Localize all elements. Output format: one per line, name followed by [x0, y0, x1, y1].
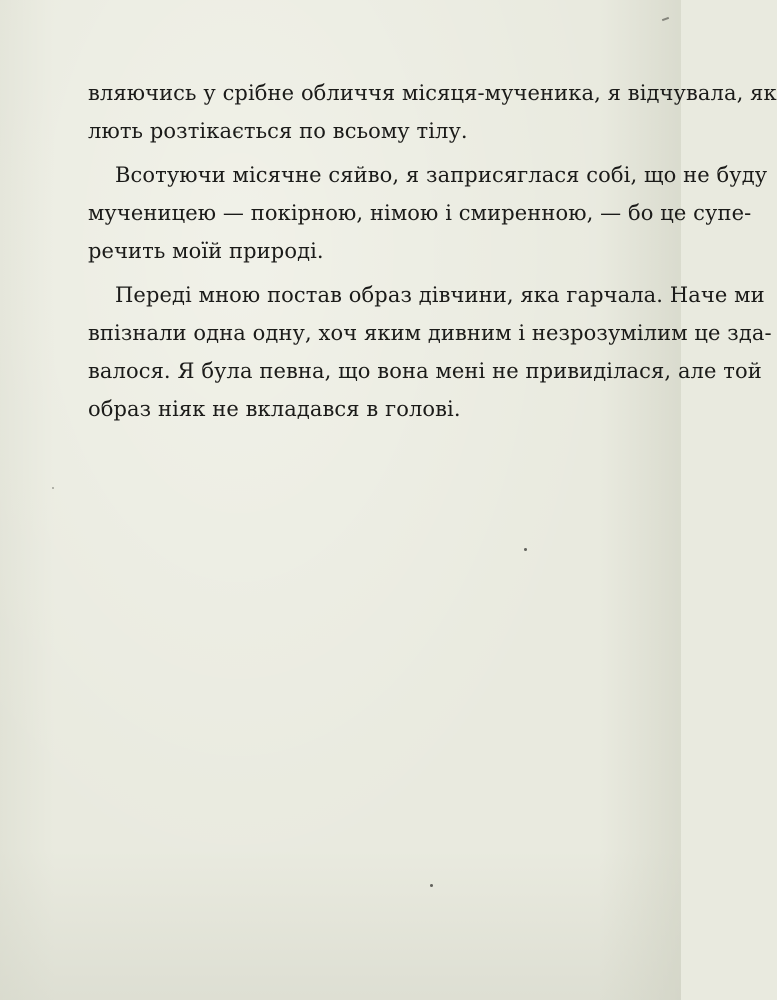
paper-speck: [524, 548, 527, 551]
text-line: валося. Я була певна, що вона мені не привиділася, але той: [88, 359, 762, 383]
paper-speck: [430, 884, 433, 887]
paragraph-first-line: Переді мною постав образ дівчини, яка гарчала. Наче ми: [115, 283, 765, 307]
text-line: речить моїй природі.: [88, 239, 324, 263]
body-text: [88, 74, 777, 428]
text-line: образ ніяк не вкладався в голові.: [88, 397, 461, 421]
paper-speck: [52, 487, 54, 489]
paragraph-first-line: Всотуючи місячне сяйво, я заприсяглася собі, що не буду: [115, 163, 768, 187]
text-line: мученицею — покірною, німою і смиренною, — бо це супе-: [88, 201, 752, 225]
text-line: впізнали одна одну, хоч яким дивним і незрозумілим це зда-: [88, 321, 772, 345]
paper-mark: [662, 17, 669, 21]
text-line: вляючись у срібне обличчя місяця-мученика, я відчувала, як: [88, 81, 777, 105]
text-line: лють розтікається по всьому тілу.: [88, 119, 468, 143]
